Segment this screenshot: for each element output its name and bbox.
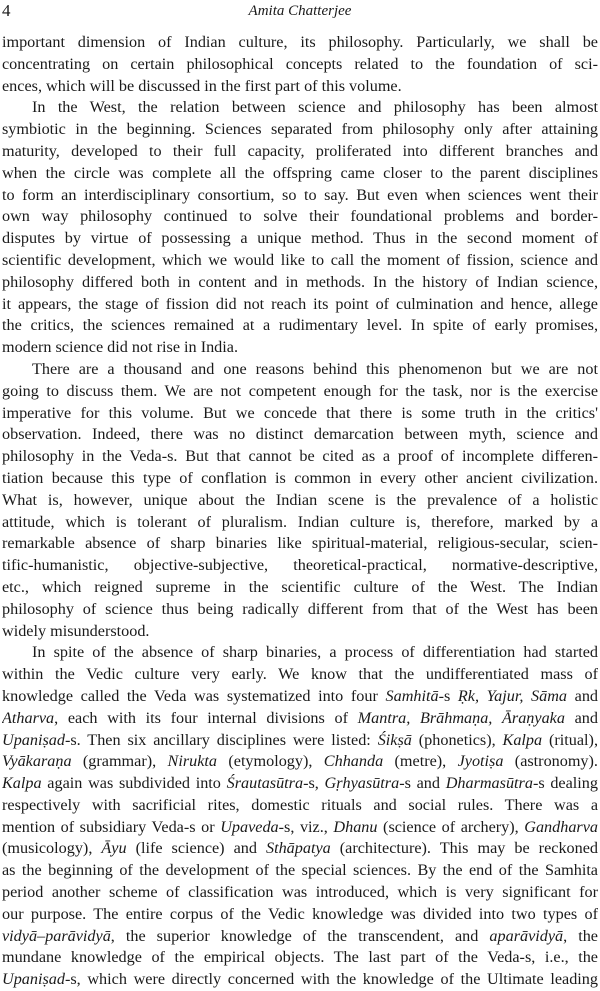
text-line bbox=[2, 555, 598, 577]
text-run: (ritual), bbox=[542, 730, 598, 749]
text-line bbox=[2, 860, 598, 882]
text-run: concentrating on certain philosophical concepts related to the foundation of sci- bbox=[2, 54, 598, 73]
italic-term: Śikṣā bbox=[377, 730, 412, 749]
text-run: , each with its four internal divisions of bbox=[54, 708, 358, 727]
italic-term: Kalpa bbox=[2, 774, 42, 793]
text-run: scientific development, which we would like to call the moment of fission, science and bbox=[2, 250, 598, 269]
text-run: -s and bbox=[399, 774, 446, 793]
paragraph bbox=[2, 32, 598, 97]
italic-term: Mantra, Brāhmaṇa, Āraṇyaka bbox=[357, 708, 565, 727]
text-line bbox=[2, 751, 598, 773]
text-line bbox=[2, 882, 598, 904]
text-line bbox=[2, 533, 598, 555]
running-head: Amita Chatterjee bbox=[248, 3, 352, 19]
text-line bbox=[2, 969, 598, 991]
text-run: philosophy of science thus being radically different from that of the West has been bbox=[2, 599, 598, 618]
text-run: important dimension of Indian culture, its philosophy. Particularly, we shall be bbox=[2, 33, 598, 51]
italic-term: Samhitā bbox=[385, 686, 439, 705]
text-run: (grammar), bbox=[71, 752, 168, 771]
italic-term: Dhanu bbox=[333, 817, 378, 836]
text-line bbox=[2, 424, 598, 446]
text-run: -s, which were directly concerned with the knowledge of the Ultimate leading bbox=[64, 970, 598, 989]
text-run: when the circle was complete all the offspring came closer to the parent disciplines bbox=[2, 163, 598, 182]
text-line bbox=[2, 359, 598, 381]
paragraph bbox=[2, 359, 598, 642]
italic-term: Dharmasūtra bbox=[445, 774, 533, 793]
text-run: widely misunderstood. bbox=[2, 621, 150, 640]
body-text bbox=[2, 32, 598, 991]
text-line bbox=[2, 468, 598, 490]
text-line bbox=[2, 141, 598, 163]
text-run: In spite of the absence of sharp binaries, a process of differentiation had started bbox=[32, 643, 598, 662]
text-run: going to discuss them. We are not competent enough for the task, nor is the exercise bbox=[2, 381, 598, 400]
text-run: (musicology), bbox=[2, 839, 102, 858]
text-run: the critics, the sciences remained at a rudimentary level. In spite of early promises, bbox=[2, 316, 598, 335]
text-run: within the Vedic culture very early. We know that the undifferentiated mass of bbox=[2, 665, 598, 684]
text-line bbox=[2, 119, 598, 141]
text-line bbox=[2, 577, 598, 599]
text-run: again was subdivided into bbox=[41, 774, 227, 793]
italic-term: Upaniṣad bbox=[2, 970, 65, 989]
italic-term: Āyu bbox=[101, 839, 127, 858]
text-line bbox=[2, 904, 598, 926]
italic-term: Gandharva bbox=[524, 817, 598, 836]
text-run: our purpose. The entire corpus of the Vedic knowledge was divided into two types of bbox=[2, 904, 598, 923]
text-line bbox=[2, 838, 598, 860]
text-run: to form an interdisciplinary consortium, so to say. But even when sciences went their bbox=[2, 185, 598, 204]
text-run: (astronomy). bbox=[503, 752, 598, 771]
text-run: mundane knowledge of the empirical objects. The last part of the Veda-s, i.e., the bbox=[2, 948, 598, 967]
text-line bbox=[2, 773, 598, 795]
italic-term: vidyā–parāvidyā bbox=[2, 926, 111, 945]
text-run: -s. Then six ancillary disciplines were listed: bbox=[64, 730, 378, 749]
text-run: imperative for this volume. But we concede that there is some truth in the critics' bbox=[2, 403, 598, 422]
text-run: and bbox=[567, 686, 598, 705]
text-run: remarkable absence of sharp binaries like spiritual-material, religious-secular, scien- bbox=[2, 534, 598, 553]
text-run: period another scheme of classification was introduced, which is very significant for bbox=[2, 883, 598, 902]
text-line bbox=[2, 163, 598, 185]
text-line bbox=[2, 730, 598, 752]
text-run: What is, however, unique about the Indian scene is the prevalence of a holistic bbox=[2, 490, 598, 509]
text-run: maturity, developed to their full capacity, proliferated into different branches and bbox=[2, 141, 598, 160]
text-line bbox=[2, 185, 598, 207]
text-run: , the superior knowledge of the transcendent, and bbox=[110, 926, 490, 945]
text-line bbox=[2, 403, 598, 425]
italic-term: Upaveda bbox=[220, 817, 279, 836]
text-line bbox=[2, 795, 598, 817]
text-run: disputes by virtue of possessing a unique method. Thus in the second moment of bbox=[2, 229, 598, 248]
text-line bbox=[2, 708, 598, 730]
text-line bbox=[2, 686, 598, 708]
text-run: tific-humanistic, objective-subjective, theoretical-practical, normative-descriptive, bbox=[2, 556, 598, 575]
text-run: -s, viz., bbox=[278, 817, 334, 836]
text-line bbox=[2, 664, 598, 686]
text-run: tiation because this type of conflation is common in every other ancient civilization. bbox=[2, 468, 598, 487]
text-line bbox=[2, 817, 598, 839]
italic-term: Ṛk, Yajur, Sāma bbox=[457, 686, 567, 705]
italic-term: Kalpa bbox=[502, 730, 543, 749]
text-run: mention of subsidiary Veda-s or bbox=[2, 817, 221, 836]
paragraph bbox=[2, 642, 598, 991]
paragraph bbox=[2, 97, 598, 359]
text-line bbox=[2, 642, 598, 664]
italic-term: Gṛhyasūtra bbox=[324, 774, 400, 793]
text-run: it appears, the stage of fission did not reach its point of culmination and hence, allege bbox=[2, 294, 598, 313]
text-run: as the beginning of the development of the special sciences. By the end of the Samhita bbox=[2, 861, 598, 880]
text-line bbox=[2, 599, 598, 621]
text-line bbox=[2, 337, 598, 359]
italic-term: aparāvidyā bbox=[489, 926, 564, 945]
text-run: philosophy differed both in content and in methods. In the history of Indian science, bbox=[2, 272, 598, 291]
text-line bbox=[2, 381, 598, 403]
text-line bbox=[2, 76, 598, 98]
italic-term: Atharva bbox=[2, 708, 55, 727]
text-line bbox=[2, 97, 598, 119]
text-run: symbiotic in the beginning. Sciences separated from philosophy only after attaining bbox=[2, 120, 598, 139]
text-line bbox=[2, 621, 598, 643]
text-line bbox=[2, 315, 598, 337]
italic-term: Vyākaraṇa bbox=[2, 752, 72, 771]
text-run: (science of archery), bbox=[377, 817, 525, 836]
page-number: 4 bbox=[2, 1, 11, 20]
text-run: (metre), bbox=[383, 752, 458, 771]
text-line bbox=[2, 490, 598, 512]
text-line bbox=[2, 294, 598, 316]
text-line bbox=[2, 926, 598, 948]
text-run: knowledge called the Veda was systematized into four bbox=[2, 686, 386, 705]
text-run: observation. Indeed, there was no distinct demarcation between myth, science and bbox=[2, 425, 598, 444]
text-line bbox=[2, 250, 598, 272]
italic-term: Upaniṣad bbox=[2, 730, 65, 749]
text-run: etc., which reigned supreme in the scientific culture of the West. The Indian bbox=[2, 577, 598, 596]
text-run: and bbox=[564, 708, 598, 727]
text-run: -s dealing bbox=[532, 774, 598, 793]
page-header bbox=[0, 0, 600, 24]
text-line bbox=[2, 512, 598, 534]
text-line bbox=[2, 947, 598, 969]
text-run: philosophy in the Veda-s. But that cannot be cited as a proof of incomplete differen- bbox=[2, 447, 598, 466]
text-line bbox=[2, 54, 598, 76]
text-run: , the bbox=[563, 926, 598, 945]
text-run: (architecture). This may be reckoned bbox=[330, 839, 598, 858]
text-run: modern science did not rise in India. bbox=[2, 338, 238, 357]
text-run: attitude, which is tolerant of pluralism. Indian culture is, therefore, marked by a bbox=[2, 512, 598, 531]
text-run: -s bbox=[438, 686, 458, 705]
text-line bbox=[2, 206, 598, 228]
text-run: In the West, the relation between science and philosophy has been almost bbox=[32, 98, 598, 117]
italic-term: Chhanda bbox=[323, 752, 384, 771]
text-line bbox=[2, 228, 598, 250]
text-run: own way philosophy continued to solve their foundational problems and border- bbox=[2, 207, 598, 226]
text-run: (phonetics), bbox=[411, 730, 503, 749]
italic-term: Nirukta bbox=[167, 752, 217, 771]
italic-term: Jyotiṣa bbox=[457, 752, 504, 771]
text-run: (life science) and bbox=[126, 839, 266, 858]
text-run: ences, which will be discussed in the first part of this volume. bbox=[2, 76, 402, 95]
text-run: -s, bbox=[303, 774, 325, 793]
italic-term: Śrautasūtra bbox=[226, 774, 304, 793]
text-line bbox=[2, 32, 598, 54]
text-run: (etymology), bbox=[217, 752, 324, 771]
text-line bbox=[2, 446, 598, 468]
italic-term: Sthāpatya bbox=[266, 839, 331, 858]
text-run: respectively with sacrificial rites, domestic rituals and social rules. There was a bbox=[2, 795, 598, 814]
text-run: There are a thousand and one reasons behind this phenomenon but we are not bbox=[32, 359, 598, 378]
text-line bbox=[2, 272, 598, 294]
